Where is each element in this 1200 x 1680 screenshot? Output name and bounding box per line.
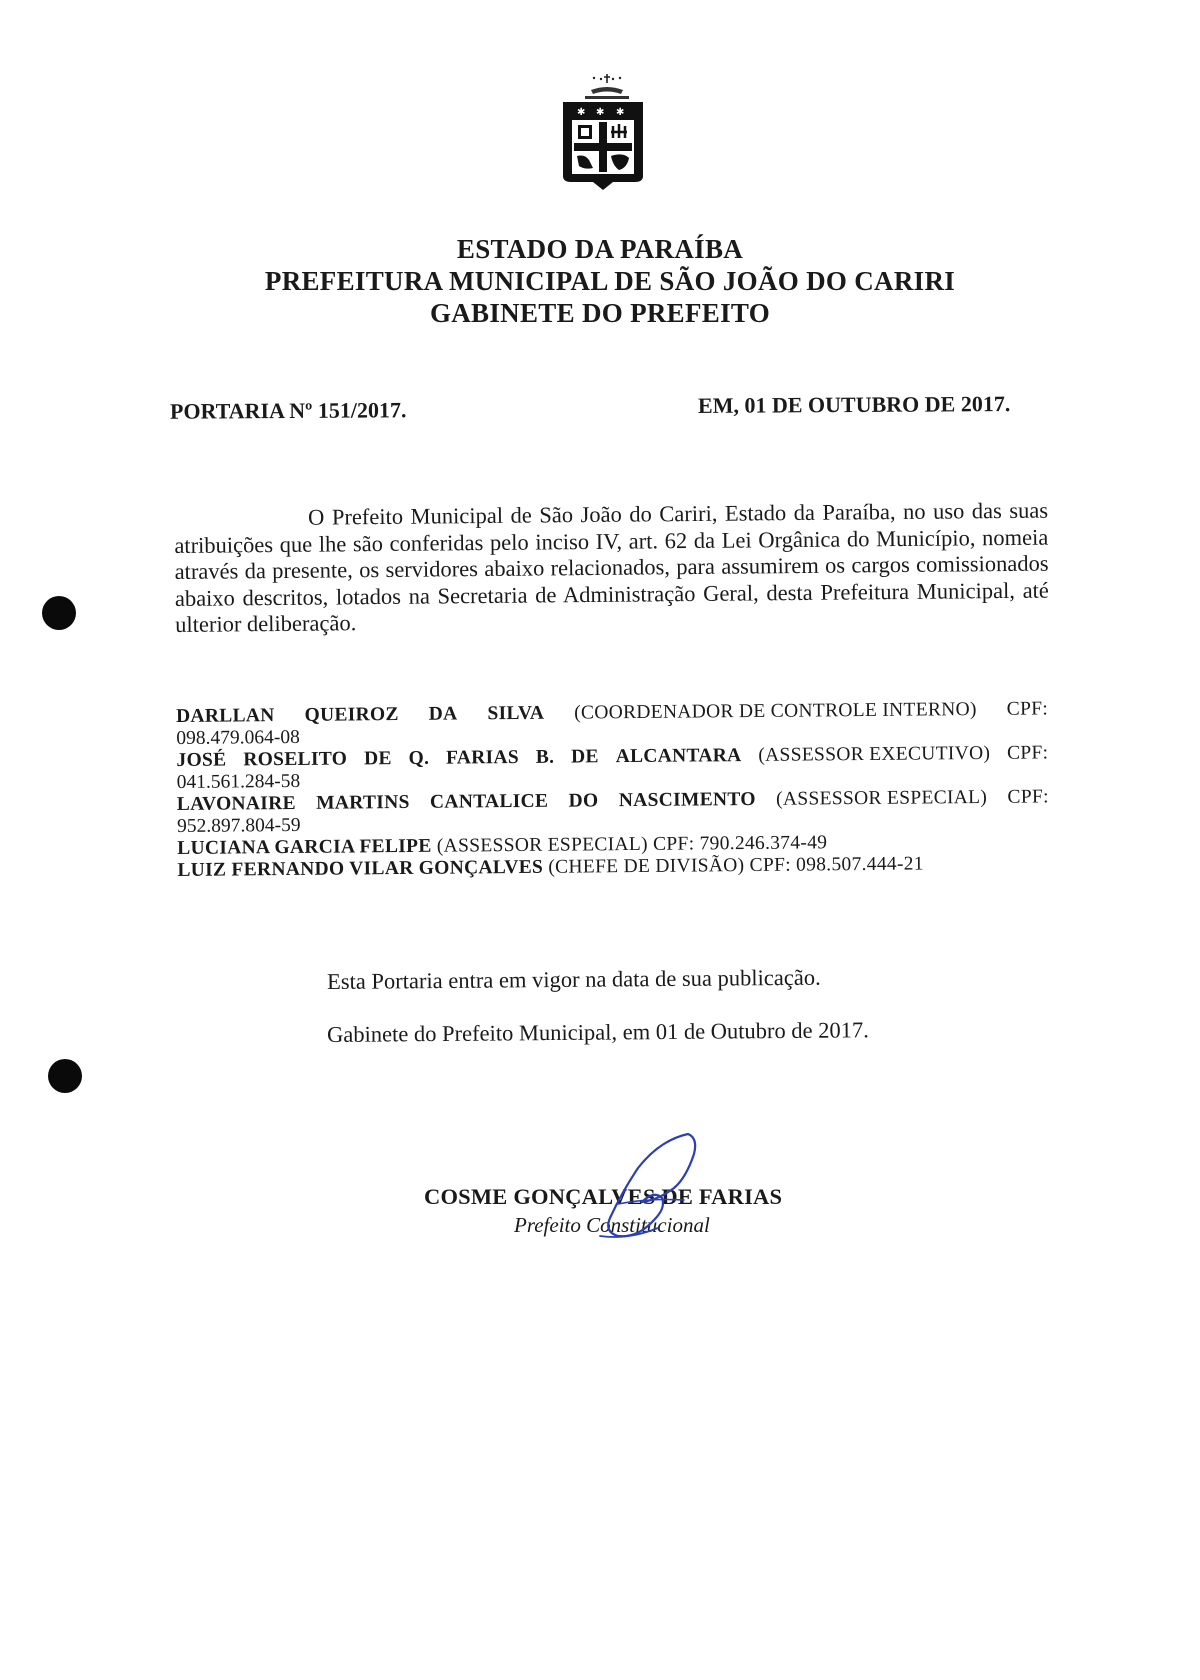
svg-text:✱: ✱ xyxy=(616,107,625,118)
municipality-header: PREFEITURA MUNICIPAL DE SÃO JOÃO DO CARIRI xyxy=(264,266,956,296)
validity-statement: Esta Portaria entra em vigor na data de sua publicação. xyxy=(327,964,821,994)
cpf-label: CPF: xyxy=(1006,698,1049,720)
servant-cpf: 041.561.284-58 xyxy=(176,770,301,793)
servant-entry: LAVONAIRE MARTINS CANTALICE DO NASCIMENTO (ASSESSOR ESPECIAL) CPF: 952.897.804-59 xyxy=(176,786,1049,837)
place-date-statement: Gabinete do Prefeito Municipal, em 01 de Outubro de 2017. xyxy=(327,1017,869,1047)
office-header: GABINETE DO PREFEITO xyxy=(429,298,771,328)
servant-role: (ASSESSOR EXECUTIVO) xyxy=(758,742,991,766)
cpf-label: CPF: xyxy=(1006,742,1049,764)
municipal-crest-icon xyxy=(555,72,651,194)
servant-name: LUIZ FERNANDO VILAR GONÇALVES xyxy=(177,856,544,881)
state-header: ESTADO DA PARAÍBA xyxy=(456,234,744,264)
document-date: EM, 01 DE OUTUBRO DE 2017. xyxy=(697,391,1011,418)
servant-cpf: 098.507.444-21 xyxy=(796,853,924,876)
body-paragraph: O Prefeito Municipal de São João do Cariri, Estado da Paraíba, no uso das suas atribuições que lhe são conferidas pelo inciso IV, art. 62 da Lei Orgânica do Município, nomeia através da presente, os servidores abaixo relacionados, para assumirem os cargos comissionados abaixo descritos, lotados na Secretaria de Administração Geral, desta Prefeitura Municipal, até ulterior deliberação. xyxy=(174,497,1049,637)
cpf-label: CPF: xyxy=(1007,786,1049,808)
servant-cpf: 790.246.374-49 xyxy=(699,832,828,855)
svg-text:✱: ✱ xyxy=(596,107,605,118)
servant-cpf: 098.479.064-08 xyxy=(176,726,300,749)
cpf-label: CPF: xyxy=(749,854,792,877)
servant-name: LUCIANA GARCIA FELIPE xyxy=(177,835,432,859)
servant-role: (COORDENADOR DE CONTROLE INTERNO) xyxy=(574,699,977,724)
binder-punch-hole xyxy=(42,596,76,630)
svg-text:✱: ✱ xyxy=(577,107,586,118)
binder-punch-hole xyxy=(48,1059,82,1093)
servant-role: (CHEFE DE DIVISÃO) xyxy=(548,855,745,878)
servant-entry: DARLLAN QUEIROZ DA SILVA (COORDENADOR DE CONTROLE INTERNO) CPF: 098.479.064-08 xyxy=(176,698,1049,749)
servant-name-word: DARLLAN xyxy=(176,705,275,727)
servant-list xyxy=(176,698,1050,882)
signatory-name: COSME GONÇALVES DE FARIAS xyxy=(424,1184,783,1209)
portaria-number: PORTARIA Nº 151/2017. xyxy=(169,397,407,424)
servant-role: (ASSESSOR ESPECIAL) xyxy=(776,786,988,810)
servant-role: (ASSESSOR ESPECIAL) xyxy=(436,833,648,857)
cpf-label: CPF: xyxy=(652,833,695,855)
servant-entry: JOSÉ ROSELITO DE Q. FARIAS B. DE ALCANTARA (ASSESSOR EXECUTIVO) CPF: 041.561.284-58 xyxy=(176,742,1049,793)
servant-cpf: 952.897.804-59 xyxy=(176,814,301,837)
handwritten-signature-icon xyxy=(588,1128,718,1243)
signatory-title: Prefeito Constitucional xyxy=(514,1213,710,1237)
